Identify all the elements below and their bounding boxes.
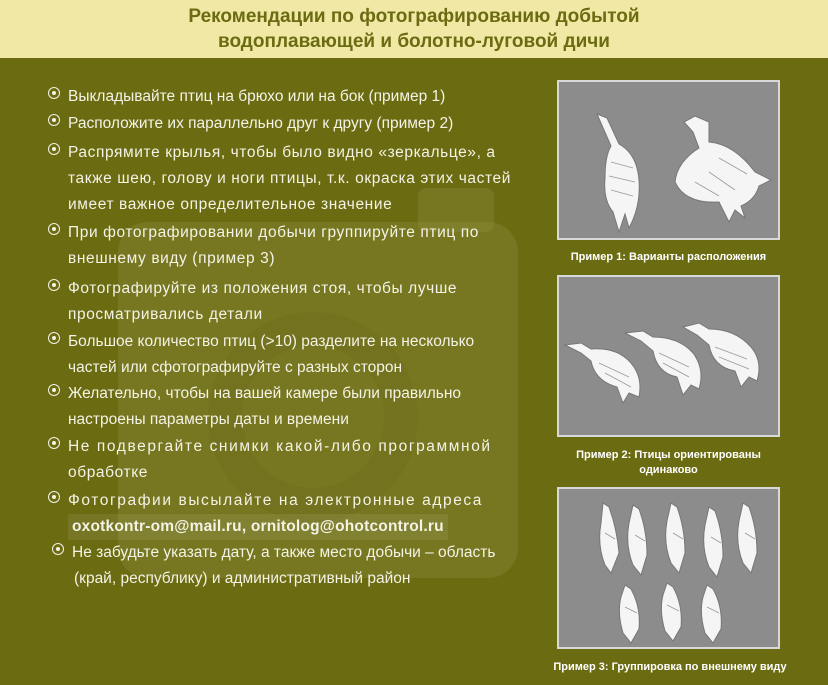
list-item-text: Желательно, чтобы на вашей камере были правильно: [68, 385, 462, 402]
example-2-caption: [557, 448, 780, 478]
example-2-caption-line-1: Пример 2: Птицы ориентированы: [576, 449, 761, 461]
list-item: [48, 434, 540, 486]
bullet-icon: [48, 87, 60, 99]
birds-oriented-illustration: [559, 277, 780, 437]
birds-grouped-illustration: [559, 489, 780, 649]
list-item: [48, 84, 540, 110]
example-2-photo: [557, 275, 780, 437]
list-item: [48, 111, 540, 137]
list-item: [48, 381, 540, 433]
list-item-text: также шею, голову и ноги птицы, т.к. окраска этих частей: [68, 170, 511, 187]
example-1-photo: [557, 80, 780, 240]
bullet-icon: [48, 279, 60, 291]
page-title-line-2: водоплавающей и болотно-луговой дичи: [218, 31, 610, 52]
list-item: [48, 276, 540, 328]
bullet-icon: [48, 143, 60, 155]
list-item: [48, 329, 540, 381]
title-banner: [0, 0, 828, 58]
bullet-icon: [48, 114, 60, 126]
list-item-text: При фотографировании добычи группируйте птиц по: [68, 224, 479, 241]
list-item-text: Распрямите крылья, чтобы было видно «зеркальце», а: [68, 144, 496, 161]
list-item-text: Не забудьте указать дату, а также место добычи – область: [72, 544, 496, 561]
list-item-text: (край, республику) и административный район: [74, 570, 411, 587]
example-1-caption: Пример 1: Варианты расположения: [570, 251, 767, 263]
example-2-caption-line-2: одинаково: [639, 464, 698, 476]
list-item: [52, 540, 544, 592]
list-item-text: Фотографируйте из положения стоя, чтобы лучше: [68, 280, 458, 297]
bullet-icon: [48, 332, 60, 344]
list-item-text: частей или сфотографируйте с разных сторон: [68, 359, 403, 376]
bullet-icon: [48, 223, 60, 235]
list-item-text: Большое количество птиц (>10) разделите на несколько: [68, 333, 475, 350]
list-item: [48, 140, 540, 218]
birds-layout-illustration: [559, 82, 780, 240]
list-item: [48, 488, 540, 540]
list-item-text: просматривались детали: [68, 306, 263, 323]
bullet-icon: [48, 384, 60, 396]
bullet-icon: [52, 543, 64, 555]
list-item-text: обработке: [68, 464, 148, 481]
example-3-caption: Пример 3: Группировка по внешнему виду: [553, 661, 787, 673]
list-item: [48, 220, 540, 272]
list-item-text: настроены параметры даты и времени: [68, 411, 349, 428]
bullet-icon: [48, 491, 60, 503]
list-item-text: Расположите их параллельно друг к другу (пример 2): [68, 115, 454, 132]
list-item-text: Фотографии высылайте на электронные адреса: [68, 492, 483, 509]
bullet-icon: [48, 437, 60, 449]
list-item-text: имеет важное определительное значение: [68, 196, 393, 213]
email-addresses[interactable]: oxotkontr-om@mail.ru, ornitolog@ohotcontrol.ru: [68, 514, 448, 540]
list-item-text: Выкладывайте птиц на брюхо или на бок (пример 1): [68, 88, 446, 105]
page-title-line-1: Рекомендации по фотографированию добытой: [188, 6, 640, 27]
list-item-text: внешнему виду (пример 3): [68, 250, 276, 267]
example-3-photo: [557, 487, 780, 649]
list-item-text: Не подвергайте снимки какой-либо программной: [68, 438, 492, 455]
